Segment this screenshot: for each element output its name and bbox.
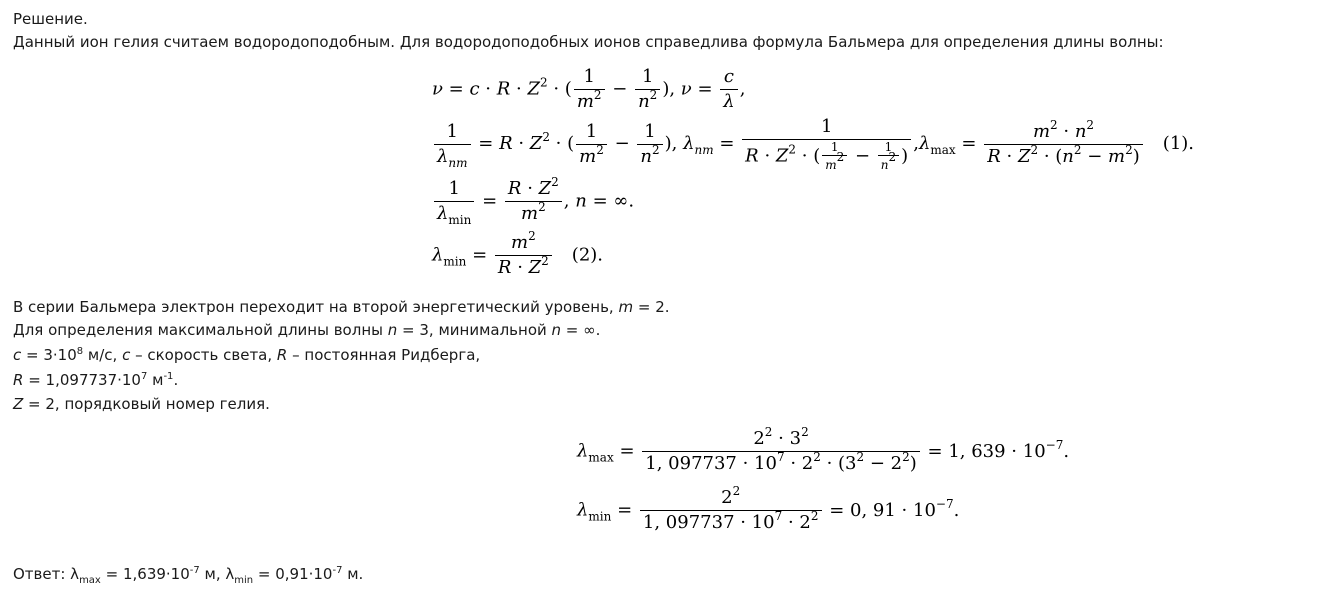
answer-line: Ответ: $\lambda_{max} = 1,639\cdot 10^{-7}$ м, $\lambda_{min} = 0,91\cdot 10^{-7}$ м. <box>13 565 364 586</box>
formula-min-inverse: $\frac{1}{\lambda_{min}}$ = $\frac{R \cdot Z^2}{m^2}$ , n = ∞. <box>432 178 634 225</box>
lambda-max-result: = 1, $639 \cdot 10^{-7}$. <box>927 437 1070 462</box>
equation-label-2: (2). <box>571 244 604 266</box>
intro-paragraph: Данный ион гелия считаем водородоподобным. Для водородоподобных ионов справедлива формула Бальмера для определения длины волны: <box>13 33 1164 51</box>
equation-label-1: (1). <box>1162 133 1195 154</box>
balmer-series-line: В серии Бальмера электрон переходит на второй энергетический уровень, m = 2. <box>13 298 670 316</box>
lambda-min-result: = 0, $91 \cdot 10^{-7}$. <box>829 496 960 521</box>
formula-min: $\lambda_{min}$ = $\frac{m^2}{R \cdot Z^2}$ (2). <box>432 229 604 278</box>
formula-wavelength: $\frac{1}{\lambda_{nm}}$ = $R \cdot Z^2$ · ( $\frac{1}{m^2}$ − $\frac{1}{n^2}$ ), $\lambda_{nm}$ = 1 $R \cdot Z^2$ · ( $\frac{1}{m^2}$ − $\frac{1}{n^2}$ ) $,\lambda_{max}$ = $\frac{m^2 \cdot n^2}{R \cdot Z^2 \cdot (n^2 - m^2)}$ (1). <box>432 116 1194 172</box>
n-values-line: Для определения максимальной длины волны n = 3, минимальной n = ∞. <box>13 321 601 339</box>
z-line: Z = 2, порядковый номер гелия. <box>13 395 270 413</box>
formula-frequency: $\nu = c \cdot R \cdot Z^2$ · ( $\frac{1}{m^2}$ − $\frac{1}{n^2}$ ), ν = $\frac{c}{\lambda}$ , <box>432 66 746 112</box>
calc-lambda-max: $\lambda_{max}$ = $\frac{2^2 \cdot 3^2}{1, 097737 \cdot 10^7 \cdot 2^2 \cdot (3^2 - 2^2)}$ = 1, $639 \cdot 10^{-7}$. <box>577 425 1070 474</box>
calc-lambda-min: $\lambda_{min}$ = $\frac{2^2}{1, 097737 \cdot 10^7 \cdot 2^2}$ = 0, $91 \cdot 10^{-7}$. <box>577 484 960 533</box>
speed-of-light-line: $c = 3\cdot 10^8$ м/с, c – скорость света, R – постоянная Ридберга, <box>13 346 481 364</box>
solution-heading: Решение. <box>13 10 88 28</box>
rydberg-line: $R = 1,097737\cdot 10^7$ $м^{-1}$. <box>13 371 179 389</box>
